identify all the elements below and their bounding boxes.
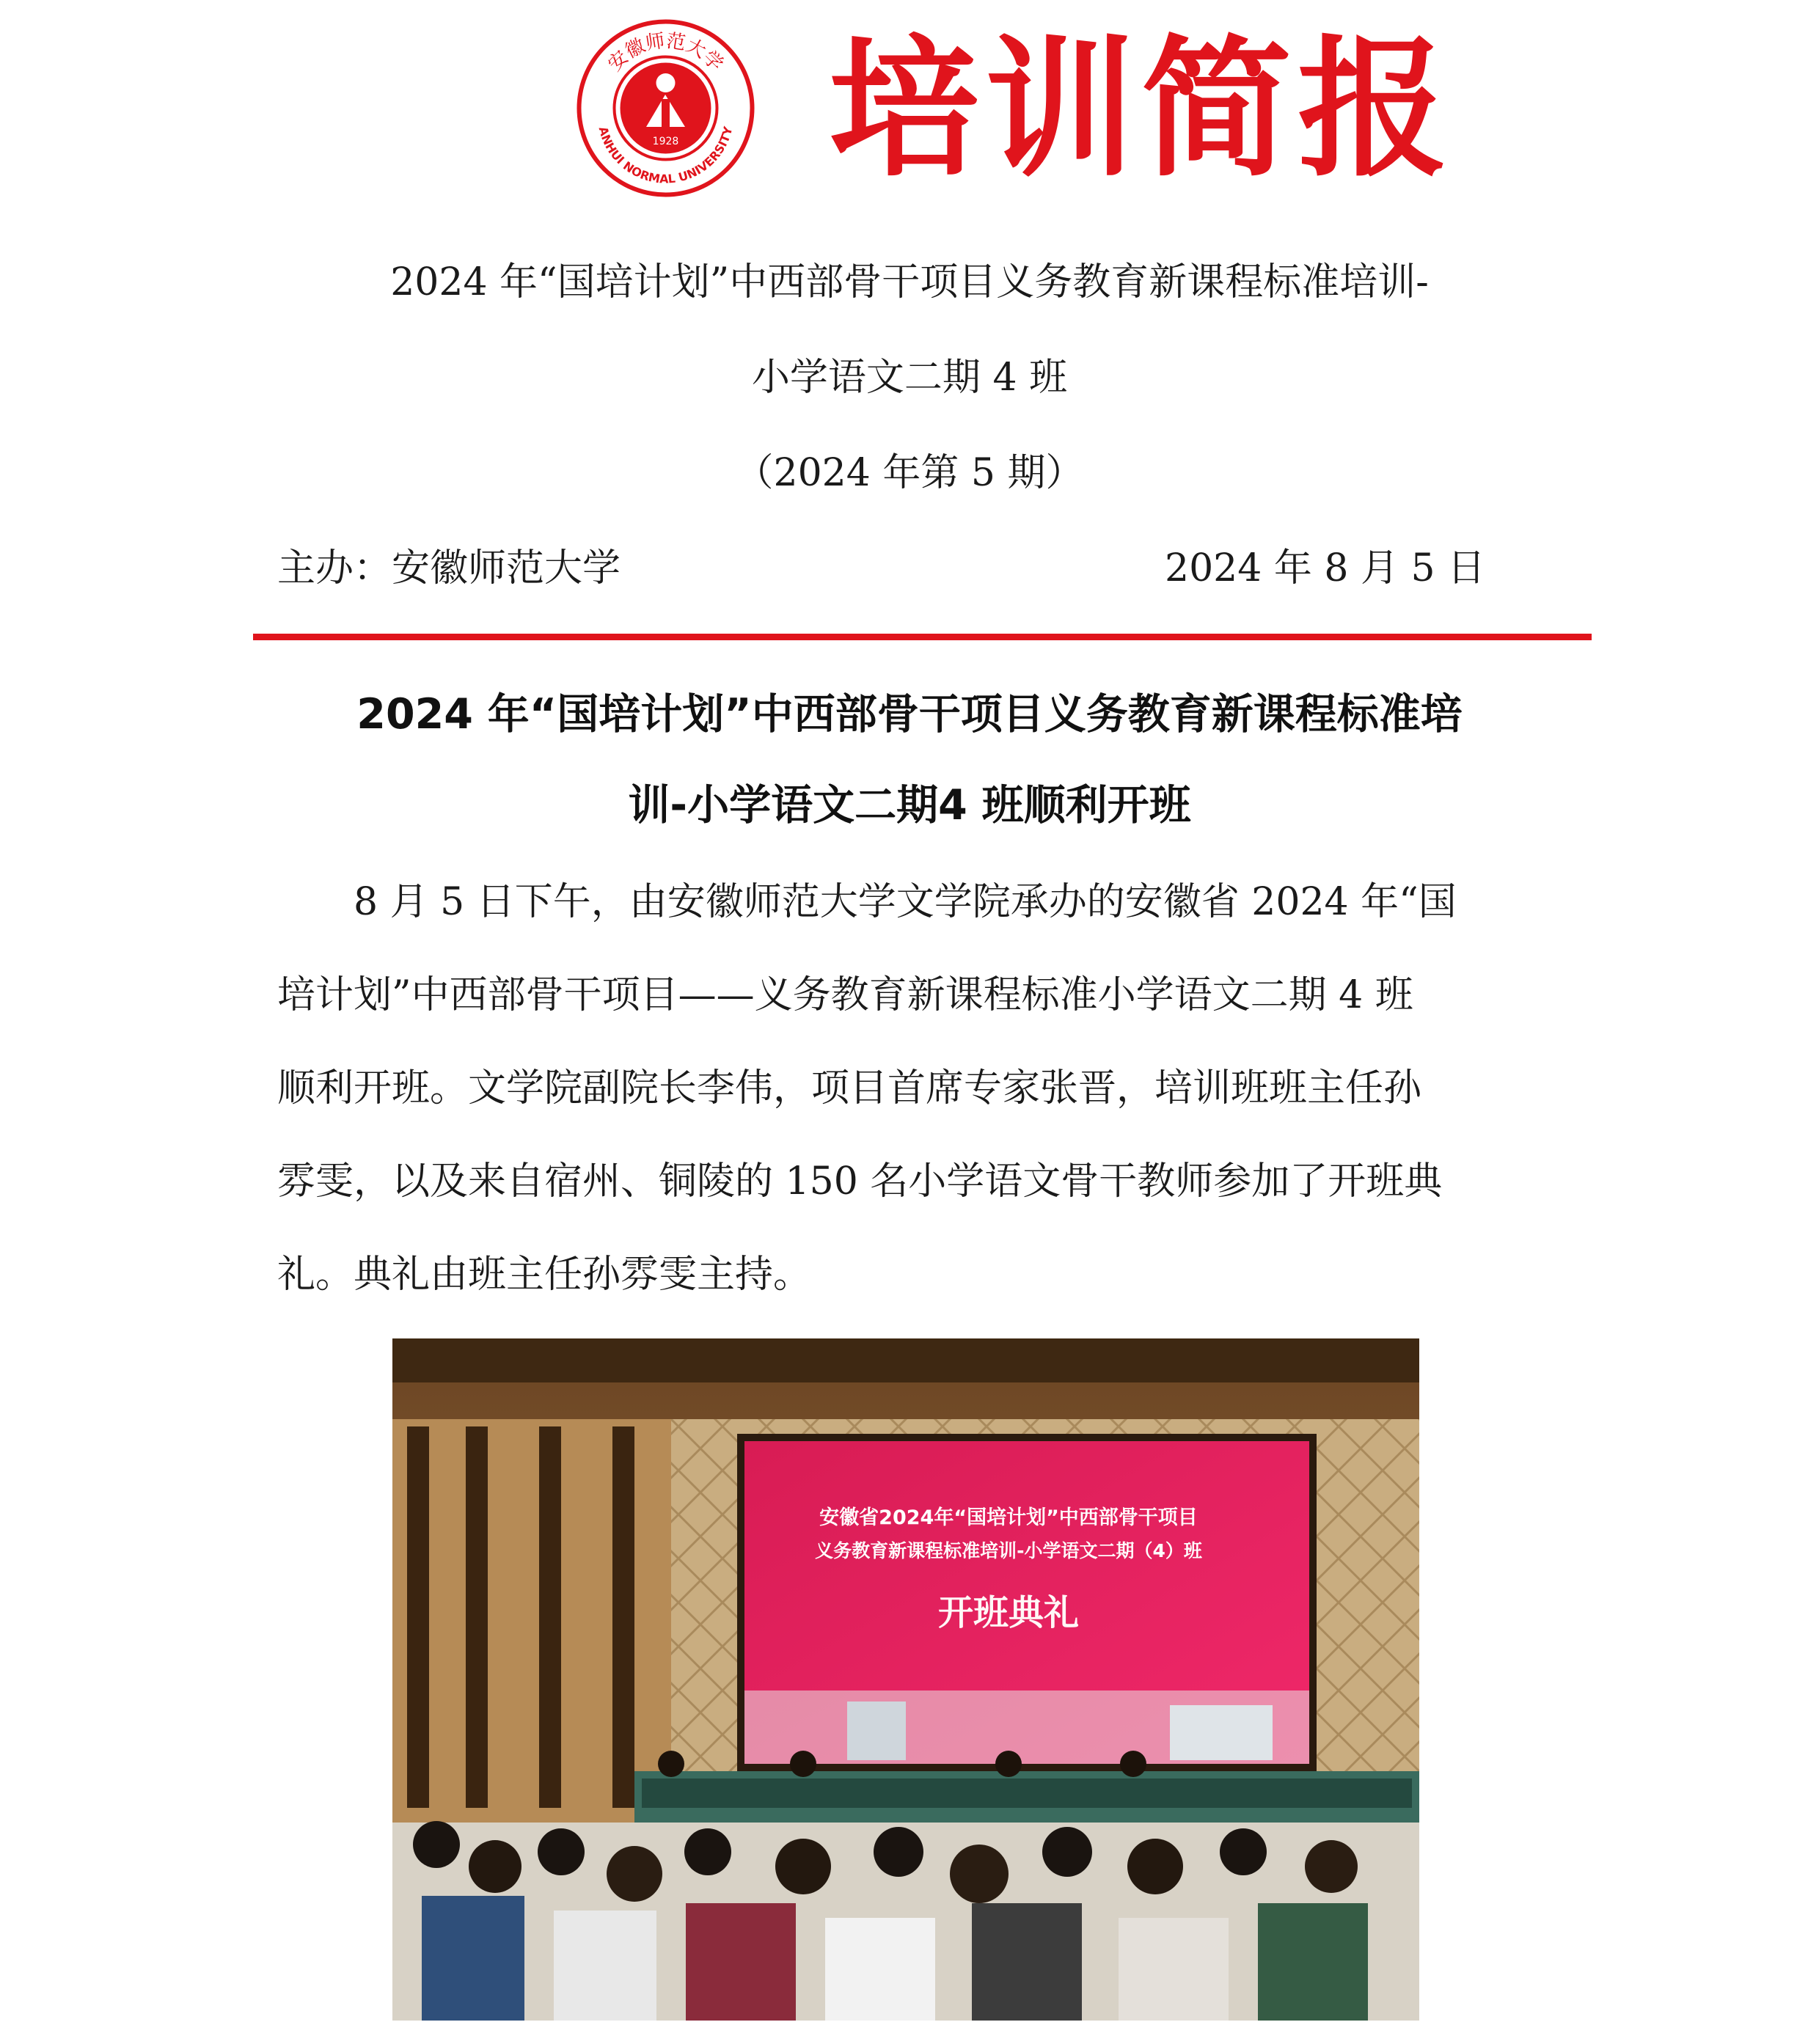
seal-year: 1928 — [652, 136, 679, 147]
host-organization: 主办：安徽师范大学 — [277, 546, 621, 590]
seal-icon — [576, 18, 755, 198]
issue-title-line2: 小学语文二期 4 班 — [751, 356, 1068, 400]
paragraph-line: 8 月 5 日下午，由安徽师范大学文学院承办的安徽省 2024 年“国 — [354, 880, 1457, 924]
report-header — [0, 0, 1819, 220]
article-headline-line1: 2024 年“国培计划”中西部骨干项目义务教育新课程标准培 — [356, 690, 1463, 739]
paragraph-line: 礼。典礼由班主任孙雰雯主持。 — [277, 1253, 812, 1297]
issue-number: （2024 年第 5 期） — [735, 451, 1084, 495]
article-headline-line2: 训-小学语文二期4 班顺利开班 — [628, 781, 1191, 829]
seal-name-en: ANHUI NORMAL UNIVERSITY — [596, 125, 736, 186]
screen-title: 开班典礼 — [937, 1592, 1079, 1633]
screen-line1: 安徽省2024年“国培计划”中西部骨干项目 — [819, 1506, 1198, 1529]
brand-title: 培训简报 — [829, 23, 1454, 197]
issue-title-line1: 2024 年“国培计划”中西部骨干项目义务教育新课程标准培训- — [390, 260, 1429, 304]
paragraph-line: 顺利开班。文学院副院长李伟，项目首席专家张晋，培训班班主任孙 — [277, 1066, 1422, 1110]
paragraph-line: 雰雯，以及来自宿州、铜陵的 150 名小学语文骨干教师参加了开班典 — [277, 1160, 1443, 1204]
paragraph-line: 培计划”中西部骨干项目——义务教育新课程标准小学语文二期 4 班 — [277, 973, 1413, 1017]
seal-name-cn: 安徽师范大学 — [604, 29, 728, 76]
university-seal-logo — [576, 18, 755, 198]
photo-illustration — [392, 1338, 1419, 2021]
opening-ceremony-photo — [392, 1338, 1419, 2021]
screen-line2: 义务教育新课程标准培训-小学语文二期（4）班 — [815, 1540, 1202, 1561]
issue-date: 2024 年 8 月 5 日 — [1165, 546, 1486, 590]
header-divider — [253, 634, 1592, 640]
